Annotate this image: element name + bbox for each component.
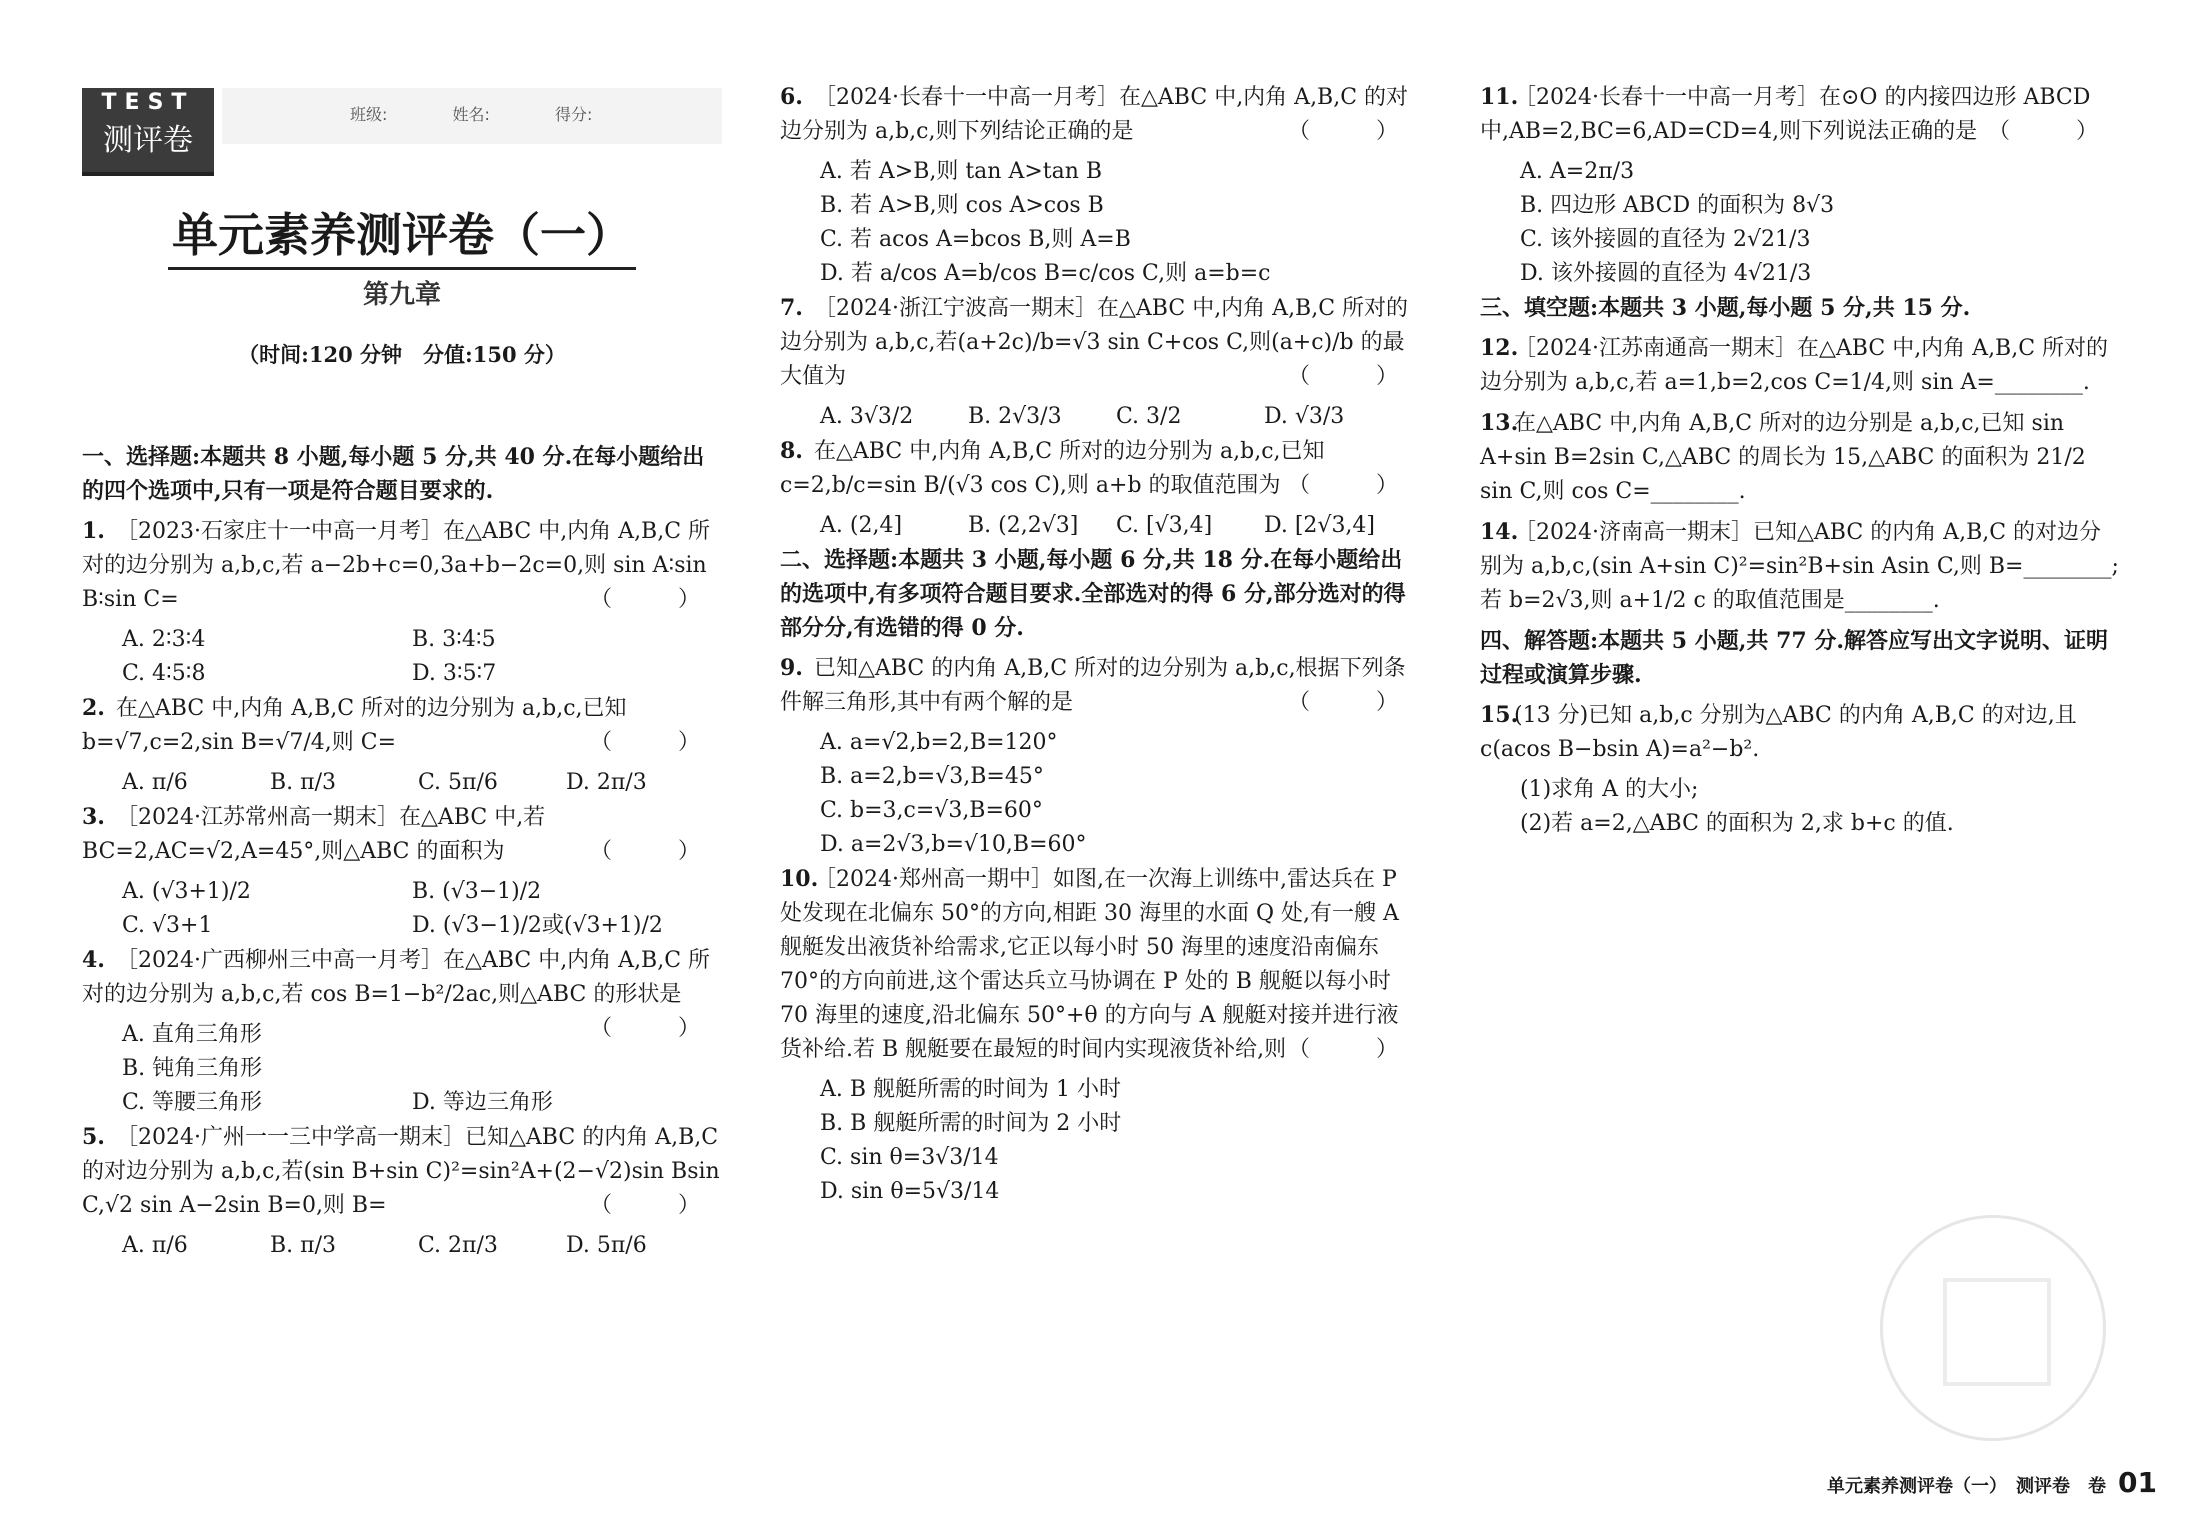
qnum: 7. [780,295,803,321]
option-b: B. π/3 [270,770,337,795]
answer-bracket: （ ） [589,1016,722,1041]
page-number: 01 [2118,1466,2157,1499]
option-a: A. B 舰艇所需的时间为 1 小时 [820,1077,1122,1102]
qtext: ［2024·济南高一期末］已知△ABC 的内角 A,B,C 的对边分别为 a,b,c,(sin A+sin C)²=sin²B+sin Asin C,则 B=________;若 b=2√3,则 a+1/2 c 的取值范围是________. [1480,520,2119,613]
question-8 [780,434,1420,503]
option-b: B. 四边形 ABCD 的面积为 8√3 [1520,193,1835,218]
qnum: 14. [1480,519,1519,545]
answer-bracket: （ ） [1287,473,1420,498]
section-1-heading: 一、选择题:本题共 8 小题,每小题 5 分,共 40 分.在每小题给出的四个选项中,只有一项是符合题目要求的. [82,444,705,504]
option-c: C. 若 acos A=bcos B,则 A=B [820,227,1131,252]
qtext: ［2024·江苏常州高一期末］在△ABC 中,若 BC=2,AC=√2,A=45°,则△ABC 的面积为 [82,805,546,864]
question-14 [1480,515,2120,618]
title-block [82,205,722,372]
logo-top: TEST [101,90,195,115]
answer-bracket: （ ） [589,587,722,612]
qnum: 10. [780,866,819,892]
option-d: D. 5π/6 [566,1233,647,1258]
option-c: C. √3+1 [122,913,213,938]
chapter: 第九章 [362,280,441,310]
qnum: 15. [1480,702,1519,728]
options [82,875,722,909]
option-d: D. sin θ=5√3/14 [820,1179,1000,1204]
option-d: D. 3∶5∶7 [412,661,497,686]
option-b: B. 钝角三角形 [122,1056,263,1081]
option-d: D. a=2√3,b=√10,B=60° [820,832,1087,857]
answer-bracket: （ ） [1287,119,1420,144]
option-b: B. B 舰艇所需的时间为 2 小时 [820,1111,1122,1136]
qtext: 在△ABC 中,内角 A,B,C 所对的边分别为 a,b,c,已知 b=√7,c=2,sin B=√7/4,则 C= [82,696,627,755]
option-b: B. (√3−1)/2 [412,879,542,904]
section-3-heading: 三、填空题:本题共 3 小题,每小题 5 分,共 15 分. [1480,295,1971,321]
qnum: 4. [82,947,105,973]
section-2-heading: 二、选择题:本题共 3 小题,每小题 6 分,共 18 分.在每小题给出的选项中,有多项符合题目要求.全部选对的得 6 分,部分选对的得部分分,有选错的得 0 分. [780,547,1406,641]
options [82,657,722,691]
section-4-heading: 四、解答题:本题共 5 小题,共 77 分.解答应写出文字说明、证明过程或演算步骤. [1480,628,2109,688]
option-c: C. sin θ=3√3/14 [820,1145,999,1170]
qnum: 2. [82,695,105,721]
question-6 [780,80,1420,149]
header [82,88,722,176]
option-b: B. 2√3/3 [968,404,1062,429]
qtext: ［2023·石家庄十一中高一月考］在△ABC 中,内角 A,B,C 所对的边分别为 a,b,c,若 a−2b+c=0,3a+b−2c=0,则 sin A∶sin B∶sin C= [82,519,711,612]
question-5 [82,1120,722,1223]
qtext: ［2024·长春十一中高一月考］在△ABC 中,内角 A,B,C 的对边分别为 a,b,c,则下列结论正确的是 [780,85,1409,144]
logo [82,88,214,176]
option-a: A. (2,4] [820,513,903,538]
logo-bottom: 测评卷 [103,123,193,158]
seal-center [1943,1278,2051,1386]
answer-bracket: （ ） [589,730,722,755]
option-d: D. 等边三角形 [412,1090,553,1115]
question-2 [82,691,722,760]
qtext: 已知△ABC 的内角 A,B,C 所对的边分别为 a,b,c,根据下列条件解三角形,其中有两个解的是 [780,656,1406,715]
answer-bracket: （ ） [589,1193,722,1218]
qtext: ［2024·长春十一中高一月考］在⊙O 的内接四边形 ABCD 中,AB=2,BC=6,AD=CD=4,则下列说法正确的是 [1480,85,2091,144]
question-1 [82,514,722,617]
option-c: C. 4∶5∶8 [122,661,206,686]
option-a: A. 2∶3∶4 [122,627,206,652]
answer-bracket: （ ） [1287,364,1420,389]
column-1 [82,440,722,1263]
option-c: C. 5π/6 [418,770,498,795]
question-12 [1480,331,2120,400]
qnum: 3. [82,804,105,830]
options [780,509,1420,543]
qtext: ［2024·郑州高一期中］如图,在一次海上训练中,雷达兵在 P 处发现在北偏东 50°的方向,相距 30 海里的水面 Q 处,有一艘 A 舰艇发出液货补给需求,它正以每小时 50 海里的速度沿南偏东 70°的方向前进,这个雷达兵立马协调在 P 处的 B 舰艇以每小时 70 海里的速度,沿北偏东 50°+θ 的方向与 A 舰艇对接并进行液货补给.若 B 舰艇要在最短的时间内实现液货补给,则 [780,867,1399,1062]
options [780,400,1420,434]
option-a: A. A=2π/3 [1520,159,1635,184]
page-footer [1827,1466,2157,1504]
option-c: C. 等腰三角形 [122,1090,263,1115]
question-7 [780,291,1420,394]
options [82,909,722,943]
option-b: B. (2,2√3] [968,513,1079,538]
option-d: D. 该外接圆的直径为 4√21/3 [1520,261,1812,286]
qtext: ［2024·浙江宁波高一期末］在△ABC 中,内角 A,B,C 所对的边分别为 a,b,c,若(a+2c)/b=√3 sin C+cos C,则(a+c)/b 的最大值为 [780,296,1409,389]
qnum: 13. [1480,410,1519,436]
page-title: 单元素养测评卷（一） [168,205,636,270]
option-d: D. √3/3 [1264,404,1345,429]
qnum: 11. [1480,84,1519,110]
watermark-seal [1880,1215,2106,1441]
answer-bracket: （ ） [1287,690,1420,715]
qtext: (13 分)已知 a,b,c 分别为△ABC 的内角 A,B,C 的对边,且 c(acos B−bsin A)=a²−b². [1480,703,2077,762]
options [82,1086,722,1120]
options [82,1229,722,1263]
qtext: ［2024·广西柳州三中高一月考］在△ABC 中,内角 A,B,C 所对的边分别为 a,b,c,若 cos B=1−b²/2ac,则△ABC 的形状是 [82,948,711,1007]
qnum: 9. [780,655,803,681]
option-c: C. [√3,4] [1116,513,1213,538]
qnum: 6. [780,84,803,110]
qtext: 在△ABC 中,内角 A,B,C 所对的边分别是 a,b,c,已知 sin A+sin B=2sin C,△ABC 的周长为 15,△ABC 的面积为 21/2 sin C,则 cos C=________. [1480,411,2086,504]
student-fields: 班级: 姓名: 得分: [350,105,593,124]
option-a: A. π/6 [122,1233,188,1258]
column-2 [780,80,1420,1209]
option-b: B. 3∶4∶5 [412,627,496,652]
answer-bracket: （ ） [1287,1037,1420,1062]
option-a: A. 3√3/2 [820,404,914,429]
qnum: 1. [82,518,105,544]
qnum: 5. [82,1124,105,1150]
options [82,623,722,657]
part-2: (2)若 a=2,△ABC 的面积为 2,求 b+c 的值. [1520,811,1954,836]
part-1: (1)求角 A 的大小; [1520,777,1699,802]
option-c: C. 3/2 [1116,404,1182,429]
qtext: ［2024·江苏南通高一期末］在△ABC 中,内角 A,B,C 所对的边分别为 a,b,c,若 a=1,b=2,cos C=1/4,则 sin A=________. [1480,336,2109,395]
column-3 [1480,80,2120,841]
time-score: （时间:120 分钟 分值:150 分） [238,342,566,367]
qtext: ［2024·广州一一三中学高一期末］已知△ABC 的内角 A,B,C 的对边分别为 a,b,c,若(sin B+sin C)²=sin²A+(2−√2)sin Bsin C,√2 sin A−2sin B=0,则 B= [82,1125,720,1218]
question-3 [82,800,722,869]
option-d: D. [2√3,4] [1264,513,1376,538]
qtext: 在△ABC 中,内角 A,B,C 所对的边分别为 a,b,c,已知 c=2,b/c=sin B/(√3 cos C),则 a+b 的取值范围为 [780,439,1325,498]
option-c: C. 该外接圆的直径为 2√21/3 [1520,227,1811,252]
option-c: C. 2π/3 [418,1233,498,1258]
answer-bracket: （ ） [589,839,722,864]
option-d: D. (√3−1)/2或(√3+1)/2 [412,913,663,938]
options [82,766,722,800]
option-b: B. π/3 [270,1233,337,1258]
option-a: A. a=√2,b=2,B=120° [820,730,1058,755]
option-b: B. 若 A>B,则 cos A>cos B [820,193,1104,218]
option-a: A. (√3+1)/2 [122,879,251,904]
option-a: A. 若 A>B,则 tan A>tan B [820,159,1103,184]
qnum: 12. [1480,335,1519,361]
option-a: A. π/6 [122,770,188,795]
footer-text: 单元素养测评卷（一） 测评卷 卷 [1827,1476,2107,1497]
answer-bracket: （ ） [1987,119,2120,144]
question-9 [780,651,1420,720]
question-13 [1480,406,2120,509]
option-d: D. 2π/3 [566,770,647,795]
option-d: D. 若 a/cos A=b/cos B=c/cos C,则 a=b=c [820,261,1271,286]
option-a: A. 直角三角形 [122,1022,262,1047]
qnum: 8. [780,438,803,464]
option-b: B. a=2,b=√3,B=45° [820,764,1044,789]
question-15 [1480,698,2120,767]
option-c: C. b=3,c=√3,B=60° [820,798,1043,823]
question-11 [1480,80,2120,149]
question-10 [780,862,1420,1067]
